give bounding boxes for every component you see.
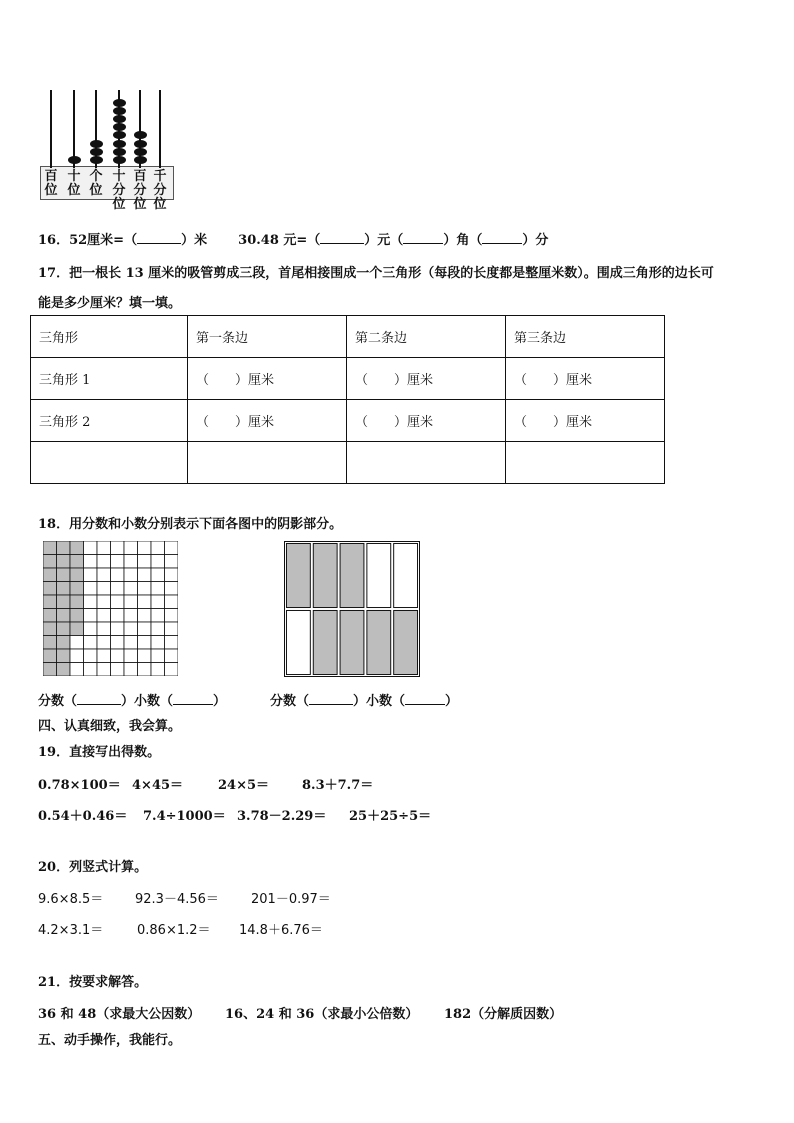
- grid-cell: [97, 649, 111, 663]
- grid-cell: [84, 582, 98, 596]
- grid-cell: [111, 555, 125, 569]
- grid-cell: [84, 609, 98, 623]
- shaded-part: [286, 543, 310, 607]
- shaded-cell: [57, 595, 71, 609]
- q21-item: 16、24 和 36（求最小公倍数）: [225, 1007, 419, 1022]
- question-18-title: 18．用分数和小数分别表示下面各图中的阴影部分。: [38, 517, 343, 532]
- decimal-blank[interactable]: [405, 692, 445, 705]
- grid-cell: [124, 636, 138, 650]
- answer-blank[interactable]: [403, 231, 443, 244]
- shaded-cell: [43, 541, 57, 555]
- grid-cell: [138, 568, 152, 582]
- abacus-bead: [134, 148, 147, 156]
- q19-item: 4×45＝: [132, 778, 184, 793]
- grid-cell: [111, 568, 125, 582]
- grid-cell: [124, 663, 138, 677]
- abacus-bead: [113, 115, 126, 123]
- abacus-bead: [134, 131, 147, 139]
- grid-cell: [84, 568, 98, 582]
- question-17-line1: 17．把一根长 13 厘米的吸管剪成三段，首尾相接围成一个三角形（每段的长度都是整厘米数）。围成三角形的边长可: [38, 266, 714, 281]
- abacus-bead: [113, 123, 126, 131]
- grid-cell: [138, 595, 152, 609]
- table-header-cell: 第三条边: [506, 316, 665, 358]
- grid-cell: [111, 582, 125, 596]
- place-value-label: 十 位: [67, 169, 81, 198]
- shaded-cell: [43, 568, 57, 582]
- abacus-bead: [134, 140, 147, 148]
- shaded-cell: [70, 609, 84, 623]
- grid-cell: [97, 568, 111, 582]
- answer-blank[interactable]: [137, 231, 181, 244]
- q19-item: 0.54＋0.46＝: [38, 809, 128, 824]
- abacus-bead: [90, 148, 103, 156]
- shaded-part: [367, 610, 391, 674]
- grid-cell: [138, 541, 152, 555]
- grid-cell: [111, 609, 125, 623]
- question-16: 16．52厘米=（ ）米 30.48 元=（ ）元（ ）角（ ）分: [38, 233, 549, 248]
- table-cell[interactable]: （ ）厘米: [188, 358, 347, 400]
- q20-item: 9.6×8.5＝: [38, 892, 104, 907]
- abacus-bead: [113, 131, 126, 139]
- table-cell[interactable]: （ ）厘米: [506, 400, 665, 442]
- table-cell[interactable]: [31, 442, 188, 484]
- shaded-cell: [57, 541, 71, 555]
- section-5-heading: 五、动手操作，我能行。: [38, 1033, 182, 1048]
- shaded-cell: [57, 622, 71, 636]
- table-cell[interactable]: [506, 442, 665, 484]
- table-cell[interactable]: （ ）厘米: [506, 358, 665, 400]
- grid-cell: [70, 636, 84, 650]
- shaded-cell: [57, 609, 71, 623]
- grid-cell: [84, 622, 98, 636]
- grid-cell: [165, 568, 179, 582]
- grid-cell: [97, 663, 111, 677]
- grid-cell: [124, 541, 138, 555]
- grid-cell: [138, 609, 152, 623]
- grid-cell: [111, 595, 125, 609]
- grid-cell: [165, 622, 179, 636]
- grid-cell: [165, 555, 179, 569]
- grid-cell: [70, 649, 84, 663]
- q19-item: 8.3＋7.7＝: [302, 778, 374, 793]
- shaded-cell: [43, 609, 57, 623]
- shaded-cell: [57, 636, 71, 650]
- q20-item: 92.3－4.56＝: [135, 892, 219, 907]
- table-header-cell: 第一条边: [188, 316, 347, 358]
- grid-cell: [151, 582, 165, 596]
- abacus-bead: [113, 148, 126, 156]
- shaded-part: [340, 610, 364, 674]
- grid-cell: [165, 649, 179, 663]
- shaded-cell: [43, 636, 57, 650]
- shaded-cell: [70, 595, 84, 609]
- shaded-cell: [57, 582, 71, 596]
- abacus-bead: [68, 156, 81, 164]
- table-cell[interactable]: （ ）厘米: [188, 400, 347, 442]
- shaded-part: [394, 610, 418, 674]
- grid-cell: [111, 649, 125, 663]
- abacus-bead: [113, 140, 126, 148]
- shaded-part: [313, 610, 337, 674]
- abacus-bead: [90, 140, 103, 148]
- q19-item: 3.78－2.29＝: [237, 809, 327, 824]
- shaded-cell: [43, 649, 57, 663]
- table-row: [31, 442, 665, 484]
- table-cell[interactable]: [188, 442, 347, 484]
- question-21-title: 21．按要求解答。: [38, 975, 148, 990]
- abacus-bead: [113, 156, 126, 164]
- grid-cell: [97, 555, 111, 569]
- question-19-title: 19．直接写出得数。: [38, 745, 161, 760]
- grid-cell: [97, 595, 111, 609]
- fraction-blank[interactable]: [77, 692, 121, 705]
- answer-blank[interactable]: [320, 231, 364, 244]
- ten-part-figure: [284, 541, 420, 677]
- grid-cell: [124, 568, 138, 582]
- grid-cell: [84, 636, 98, 650]
- blank-part: [394, 543, 418, 607]
- grid-cell: [70, 663, 84, 677]
- grid-cell: [84, 663, 98, 677]
- fraction-blank[interactable]: [309, 692, 353, 705]
- place-value-label: 百 位: [44, 169, 58, 198]
- grid-cell: [151, 622, 165, 636]
- shaded-cell: [43, 595, 57, 609]
- shaded-cell: [70, 555, 84, 569]
- grid-cell: [84, 541, 98, 555]
- shaded-cell: [70, 582, 84, 596]
- grid-cell: [97, 582, 111, 596]
- q21-item: 182（分解质因数）: [444, 1007, 563, 1022]
- grid-cell: [138, 555, 152, 569]
- grid-cell: [111, 663, 125, 677]
- grid-cell: [124, 582, 138, 596]
- grid-cell: [165, 636, 179, 650]
- grid-cell: [84, 595, 98, 609]
- grid-cell: [151, 663, 165, 677]
- shaded-cell: [57, 663, 71, 677]
- q20-item: 14.8＋6.76＝: [239, 923, 323, 938]
- grid-cell: [165, 595, 179, 609]
- answer-blank[interactable]: [482, 231, 522, 244]
- abacus-bead: [90, 156, 103, 164]
- table-cell[interactable]: （ ）厘米: [347, 400, 506, 442]
- blank-part: [286, 610, 310, 674]
- grid-cell: [151, 541, 165, 555]
- grid-cell: [124, 595, 138, 609]
- place-value-label: 个 位: [89, 169, 103, 198]
- grid-cell: [97, 609, 111, 623]
- abacus-bead: [134, 156, 147, 164]
- grid-cell: [138, 582, 152, 596]
- place-value-label: 十 分 位: [112, 169, 126, 212]
- grid-cell: [84, 555, 98, 569]
- grid-cell: [124, 555, 138, 569]
- place-value-label: 百 分 位: [133, 169, 147, 212]
- place-value-label: 千 分 位: [153, 169, 167, 212]
- table-header-cell: 三角形: [31, 316, 188, 358]
- grid-cell: [165, 609, 179, 623]
- abacus-rod: [159, 90, 161, 168]
- grid-cell: [138, 622, 152, 636]
- abacus-figure: [38, 88, 178, 218]
- table-cell: 三角形 1: [31, 358, 188, 400]
- grid-cell: [124, 622, 138, 636]
- grid-cell: [138, 663, 152, 677]
- grid-cell: [151, 649, 165, 663]
- shaded-cell: [43, 622, 57, 636]
- grid-cell: [111, 636, 125, 650]
- table-cell[interactable]: [347, 442, 506, 484]
- table-cell: 三角形 2: [31, 400, 188, 442]
- shaded-cell: [57, 555, 71, 569]
- grid-cell: [97, 541, 111, 555]
- table-header-cell: 第二条边: [347, 316, 506, 358]
- grid-cell: [111, 541, 125, 555]
- shaded-cell: [70, 568, 84, 582]
- grid-cell: [151, 595, 165, 609]
- q20-item: 0.86×1.2＝: [137, 923, 211, 938]
- hundred-grid-figure: [43, 541, 178, 676]
- shaded-cell: [70, 622, 84, 636]
- grid-cell: [138, 636, 152, 650]
- q20-item: 201－0.97＝: [251, 892, 331, 907]
- grid-cell: [111, 622, 125, 636]
- q20-item: 4.2×3.1＝: [38, 923, 104, 938]
- shaded-cell: [70, 541, 84, 555]
- shaded-cell: [43, 555, 57, 569]
- grid-cell: [151, 555, 165, 569]
- grid-cell: [151, 568, 165, 582]
- triangle-table: [30, 315, 665, 484]
- answer-line-right: 分数（ ）小数（ ）: [270, 694, 459, 709]
- shaded-cell: [43, 582, 57, 596]
- section-4-heading: 四、认真细致，我会算。: [38, 719, 182, 734]
- q19-item: 25＋25÷5＝: [349, 809, 432, 824]
- table-cell[interactable]: （ ）厘米: [347, 358, 506, 400]
- q19-item: 24×5＝: [218, 778, 270, 793]
- abacus-bead: [113, 99, 126, 107]
- table-row: [31, 400, 665, 442]
- table-row: [31, 358, 665, 400]
- grid-cell: [124, 609, 138, 623]
- shaded-cell: [43, 663, 57, 677]
- shaded-cell: [57, 649, 71, 663]
- grid-cell: [151, 609, 165, 623]
- answer-line-left: 分数（ ）小数（ ）: [38, 694, 227, 709]
- question-17-line2: 能是多少厘米？填一填。: [38, 296, 182, 311]
- q19-item: 0.78×100＝: [38, 778, 121, 793]
- shaded-cell: [57, 568, 71, 582]
- shaded-part: [313, 543, 337, 607]
- question-20-title: 20．列竖式计算。: [38, 860, 148, 875]
- grid-cell: [165, 541, 179, 555]
- grid-cell: [165, 582, 179, 596]
- table-header-row: [31, 316, 665, 358]
- abacus-bead: [113, 107, 126, 115]
- grid-cell: [97, 622, 111, 636]
- grid-cell: [84, 649, 98, 663]
- blank-part: [367, 543, 391, 607]
- decimal-blank[interactable]: [173, 692, 213, 705]
- grid-cell: [138, 649, 152, 663]
- grid-cell: [151, 636, 165, 650]
- abacus-rod: [50, 90, 52, 168]
- grid-cell: [97, 636, 111, 650]
- shaded-part: [340, 543, 364, 607]
- grid-cell: [124, 649, 138, 663]
- q19-item: 7.4÷1000＝: [143, 809, 226, 824]
- grid-cell: [165, 663, 179, 677]
- q21-item: 36 和 48（求最大公因数）: [38, 1007, 201, 1022]
